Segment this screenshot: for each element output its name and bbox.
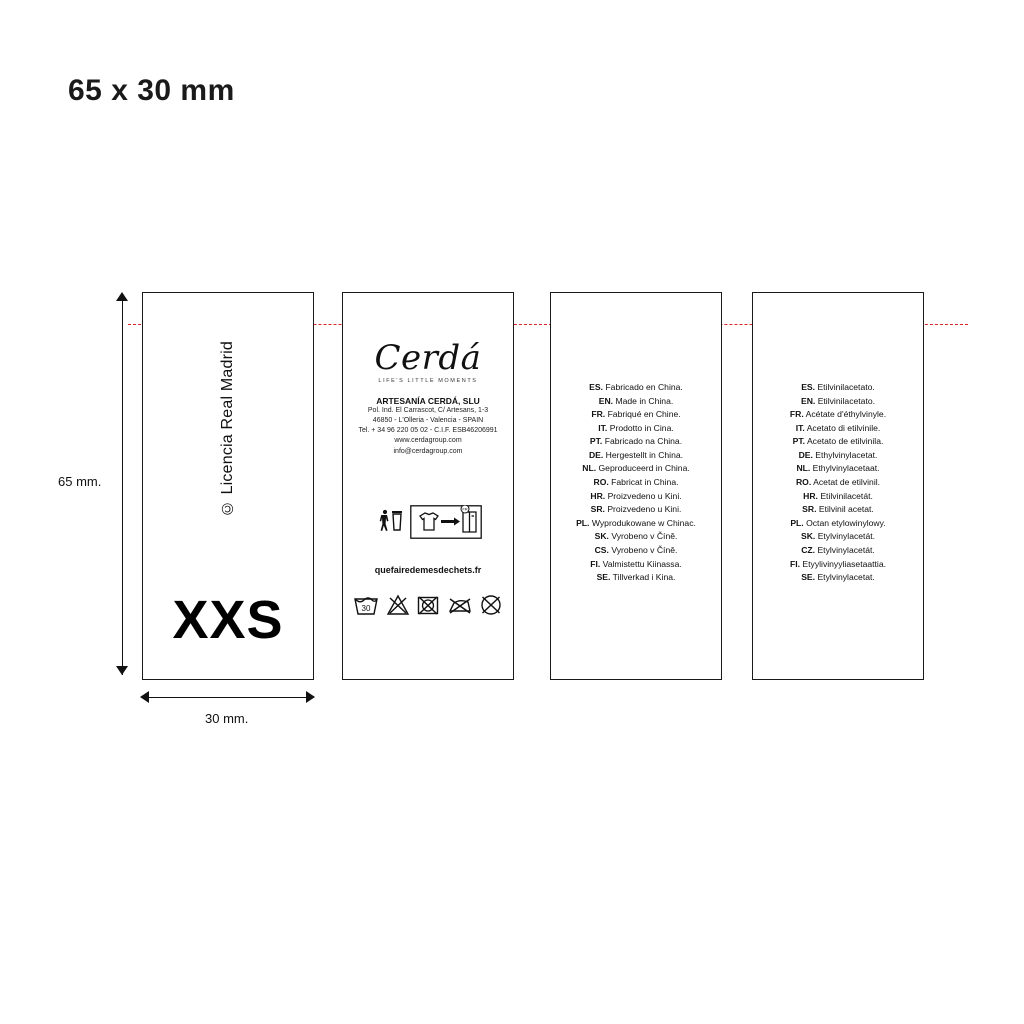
language-text: Etyylivinyyliasetaattia. bbox=[802, 558, 886, 569]
language-code: FR. bbox=[591, 409, 606, 420]
company-address-line-2: 46850 - L'Olleria - Valencia - SPAIN bbox=[372, 417, 484, 425]
list-item bbox=[759, 435, 917, 449]
language-code: HR. bbox=[803, 490, 818, 501]
list-item bbox=[759, 530, 917, 544]
language-text: Ethylvinylacetaat. bbox=[812, 463, 880, 474]
language-code: IT. bbox=[795, 422, 805, 433]
dimension-width-line bbox=[146, 697, 314, 698]
list-item bbox=[557, 503, 715, 517]
language-text: Proizvedeno u Kini. bbox=[607, 504, 682, 515]
material-language-list bbox=[759, 381, 917, 585]
language-text: Prodotto in Cina. bbox=[609, 422, 674, 433]
recycling-pictogram-group bbox=[355, 505, 501, 544]
list-item bbox=[557, 381, 715, 395]
language-text: Fabriqué en Chine. bbox=[607, 409, 681, 420]
language-code: SR. bbox=[802, 504, 817, 515]
page-title: 65 x 30 mm bbox=[68, 74, 235, 107]
language-text: Etylvinylacetát. bbox=[817, 531, 876, 542]
do-not-tumble-dry-icon bbox=[416, 593, 440, 622]
language-text: Etylvinylacetát. bbox=[817, 544, 875, 555]
do-not-iron-icon bbox=[447, 593, 473, 622]
license-text-wrap bbox=[143, 341, 313, 516]
language-text: Valmistettu Kiinassa. bbox=[602, 558, 682, 569]
list-item bbox=[557, 422, 715, 436]
do-not-dry-clean-icon bbox=[479, 593, 503, 622]
language-code: EN. bbox=[800, 395, 816, 406]
list-item bbox=[557, 544, 715, 558]
svg-text:30: 30 bbox=[361, 604, 371, 613]
list-item bbox=[557, 476, 715, 490]
company-name: ARTESANÍA CERDÁ, SLU bbox=[376, 396, 480, 406]
language-code: PT. bbox=[792, 436, 806, 447]
list-item bbox=[759, 449, 917, 463]
list-item bbox=[557, 395, 715, 409]
list-item bbox=[557, 449, 715, 463]
language-text: Acetat de etilvinil. bbox=[813, 477, 881, 488]
language-code: FI. bbox=[789, 558, 801, 569]
list-item bbox=[759, 503, 917, 517]
language-code: IT. bbox=[598, 422, 608, 433]
list-item bbox=[759, 517, 917, 531]
language-code: ES. bbox=[801, 382, 816, 392]
language-text: Ethylvinylacetat. bbox=[815, 449, 878, 460]
do-not-bleach-icon bbox=[386, 593, 410, 622]
language-code: NL. bbox=[582, 463, 597, 474]
language-text: Made in China. bbox=[615, 395, 674, 406]
language-text: Etilvinil acetat. bbox=[818, 504, 874, 515]
language-text: Etilvinilacetato. bbox=[817, 395, 876, 406]
size-value: XXS bbox=[172, 590, 284, 650]
language-code: PT. bbox=[589, 436, 603, 447]
list-item bbox=[759, 558, 917, 572]
language-text: Etilvinilacetát. bbox=[820, 490, 873, 501]
garment-to-bin-icon bbox=[410, 505, 482, 544]
language-text: Hergestellt in China. bbox=[605, 449, 684, 460]
triman-icon bbox=[375, 507, 405, 542]
language-code: SK. bbox=[594, 531, 609, 542]
list-item bbox=[759, 408, 917, 422]
language-code: ES. bbox=[589, 382, 604, 392]
language-text: Geproduceerd in China. bbox=[598, 463, 690, 474]
language-code: EN. bbox=[598, 395, 614, 406]
list-item bbox=[557, 571, 715, 585]
language-text: Fabricado na China. bbox=[604, 436, 683, 447]
language-text: Proizvedeno u Kini. bbox=[607, 490, 682, 501]
company-email: info@cerdagroup.com bbox=[393, 447, 463, 455]
company-website: www.cerdagroup.com bbox=[394, 437, 462, 445]
language-text: Acetato di etilvinile. bbox=[806, 422, 881, 433]
list-item bbox=[759, 476, 917, 490]
list-item bbox=[557, 462, 715, 476]
list-item bbox=[759, 490, 917, 504]
dimension-arrow-bottom bbox=[116, 666, 128, 675]
language-text: Fabricado en China. bbox=[605, 382, 683, 392]
language-code: PL. bbox=[790, 517, 804, 528]
list-item bbox=[557, 558, 715, 572]
language-code: NL. bbox=[796, 463, 811, 474]
list-item bbox=[557, 408, 715, 422]
wash-30-icon bbox=[353, 593, 379, 622]
care-symbols-row bbox=[353, 593, 503, 622]
language-code: SE. bbox=[801, 572, 816, 583]
eco-disposal-url: quefairedemesdechets.fr bbox=[374, 565, 482, 575]
language-text: Etylvinylacetat. bbox=[817, 572, 875, 583]
language-code: SR. bbox=[590, 504, 605, 515]
language-code: HR. bbox=[590, 490, 606, 501]
language-code: RO. bbox=[795, 477, 812, 488]
language-text: Etilvinilacetato. bbox=[817, 382, 875, 392]
language-text: Fabricat in China. bbox=[611, 477, 679, 488]
brand-logo-text: Cerdá bbox=[374, 338, 482, 378]
label-panel-brand bbox=[342, 292, 514, 680]
language-code: FR. bbox=[789, 409, 804, 420]
brand-tagline: LIFE'S LITTLE MOMENTS bbox=[378, 378, 478, 384]
dimension-height-line bbox=[122, 297, 123, 675]
language-text: Acetato de etilvinila. bbox=[806, 436, 884, 447]
svg-text:FR: FR bbox=[461, 506, 468, 512]
language-code: SK. bbox=[800, 531, 816, 542]
company-address-line-3: Tel. + 34 96 220 05 02 - C.I.F. ESB46206991 bbox=[358, 427, 498, 435]
language-code: CS. bbox=[594, 544, 609, 555]
dimension-width-label: 30 mm. bbox=[205, 711, 249, 726]
language-code: PL. bbox=[576, 517, 590, 528]
label-panel-size bbox=[142, 292, 314, 680]
language-code: DE. bbox=[588, 449, 604, 460]
list-item bbox=[557, 435, 715, 449]
language-text: Wyprodukowane w Chinac. bbox=[591, 517, 696, 528]
list-item bbox=[759, 422, 917, 436]
license-text: © Licencia Real Madrid bbox=[219, 341, 236, 517]
label-panel-origin bbox=[550, 292, 722, 680]
list-item bbox=[759, 571, 917, 585]
language-text: Octan etylowinylowy. bbox=[806, 517, 886, 528]
list-item bbox=[759, 381, 917, 395]
language-text: Tillverkad i Kina. bbox=[612, 572, 676, 583]
list-item bbox=[759, 462, 917, 476]
language-code: SE. bbox=[596, 572, 611, 583]
company-address-line-1: Pol. Ind. El Carrascot, C/ Artesans, 1-3 bbox=[367, 407, 489, 414]
language-text: Vyrobeno v Číně. bbox=[611, 531, 678, 542]
list-item bbox=[759, 544, 917, 558]
dimension-arrow-right bbox=[306, 691, 315, 703]
label-panel-material bbox=[752, 292, 924, 680]
language-text: Acétate d'éthylvinyle. bbox=[805, 409, 887, 420]
list-item bbox=[557, 490, 715, 504]
list-item bbox=[759, 395, 917, 409]
language-text: Vyrobeno v Číně. bbox=[611, 544, 678, 555]
language-code: CZ. bbox=[801, 544, 816, 555]
origin-language-list bbox=[557, 381, 715, 585]
dimension-height-label: 65 mm. bbox=[58, 474, 102, 489]
brand-block bbox=[343, 338, 513, 457]
list-item bbox=[557, 530, 715, 544]
language-code: RO. bbox=[593, 477, 609, 488]
language-code: DE. bbox=[798, 449, 813, 460]
language-code: FI. bbox=[590, 558, 601, 569]
list-item bbox=[557, 517, 715, 531]
